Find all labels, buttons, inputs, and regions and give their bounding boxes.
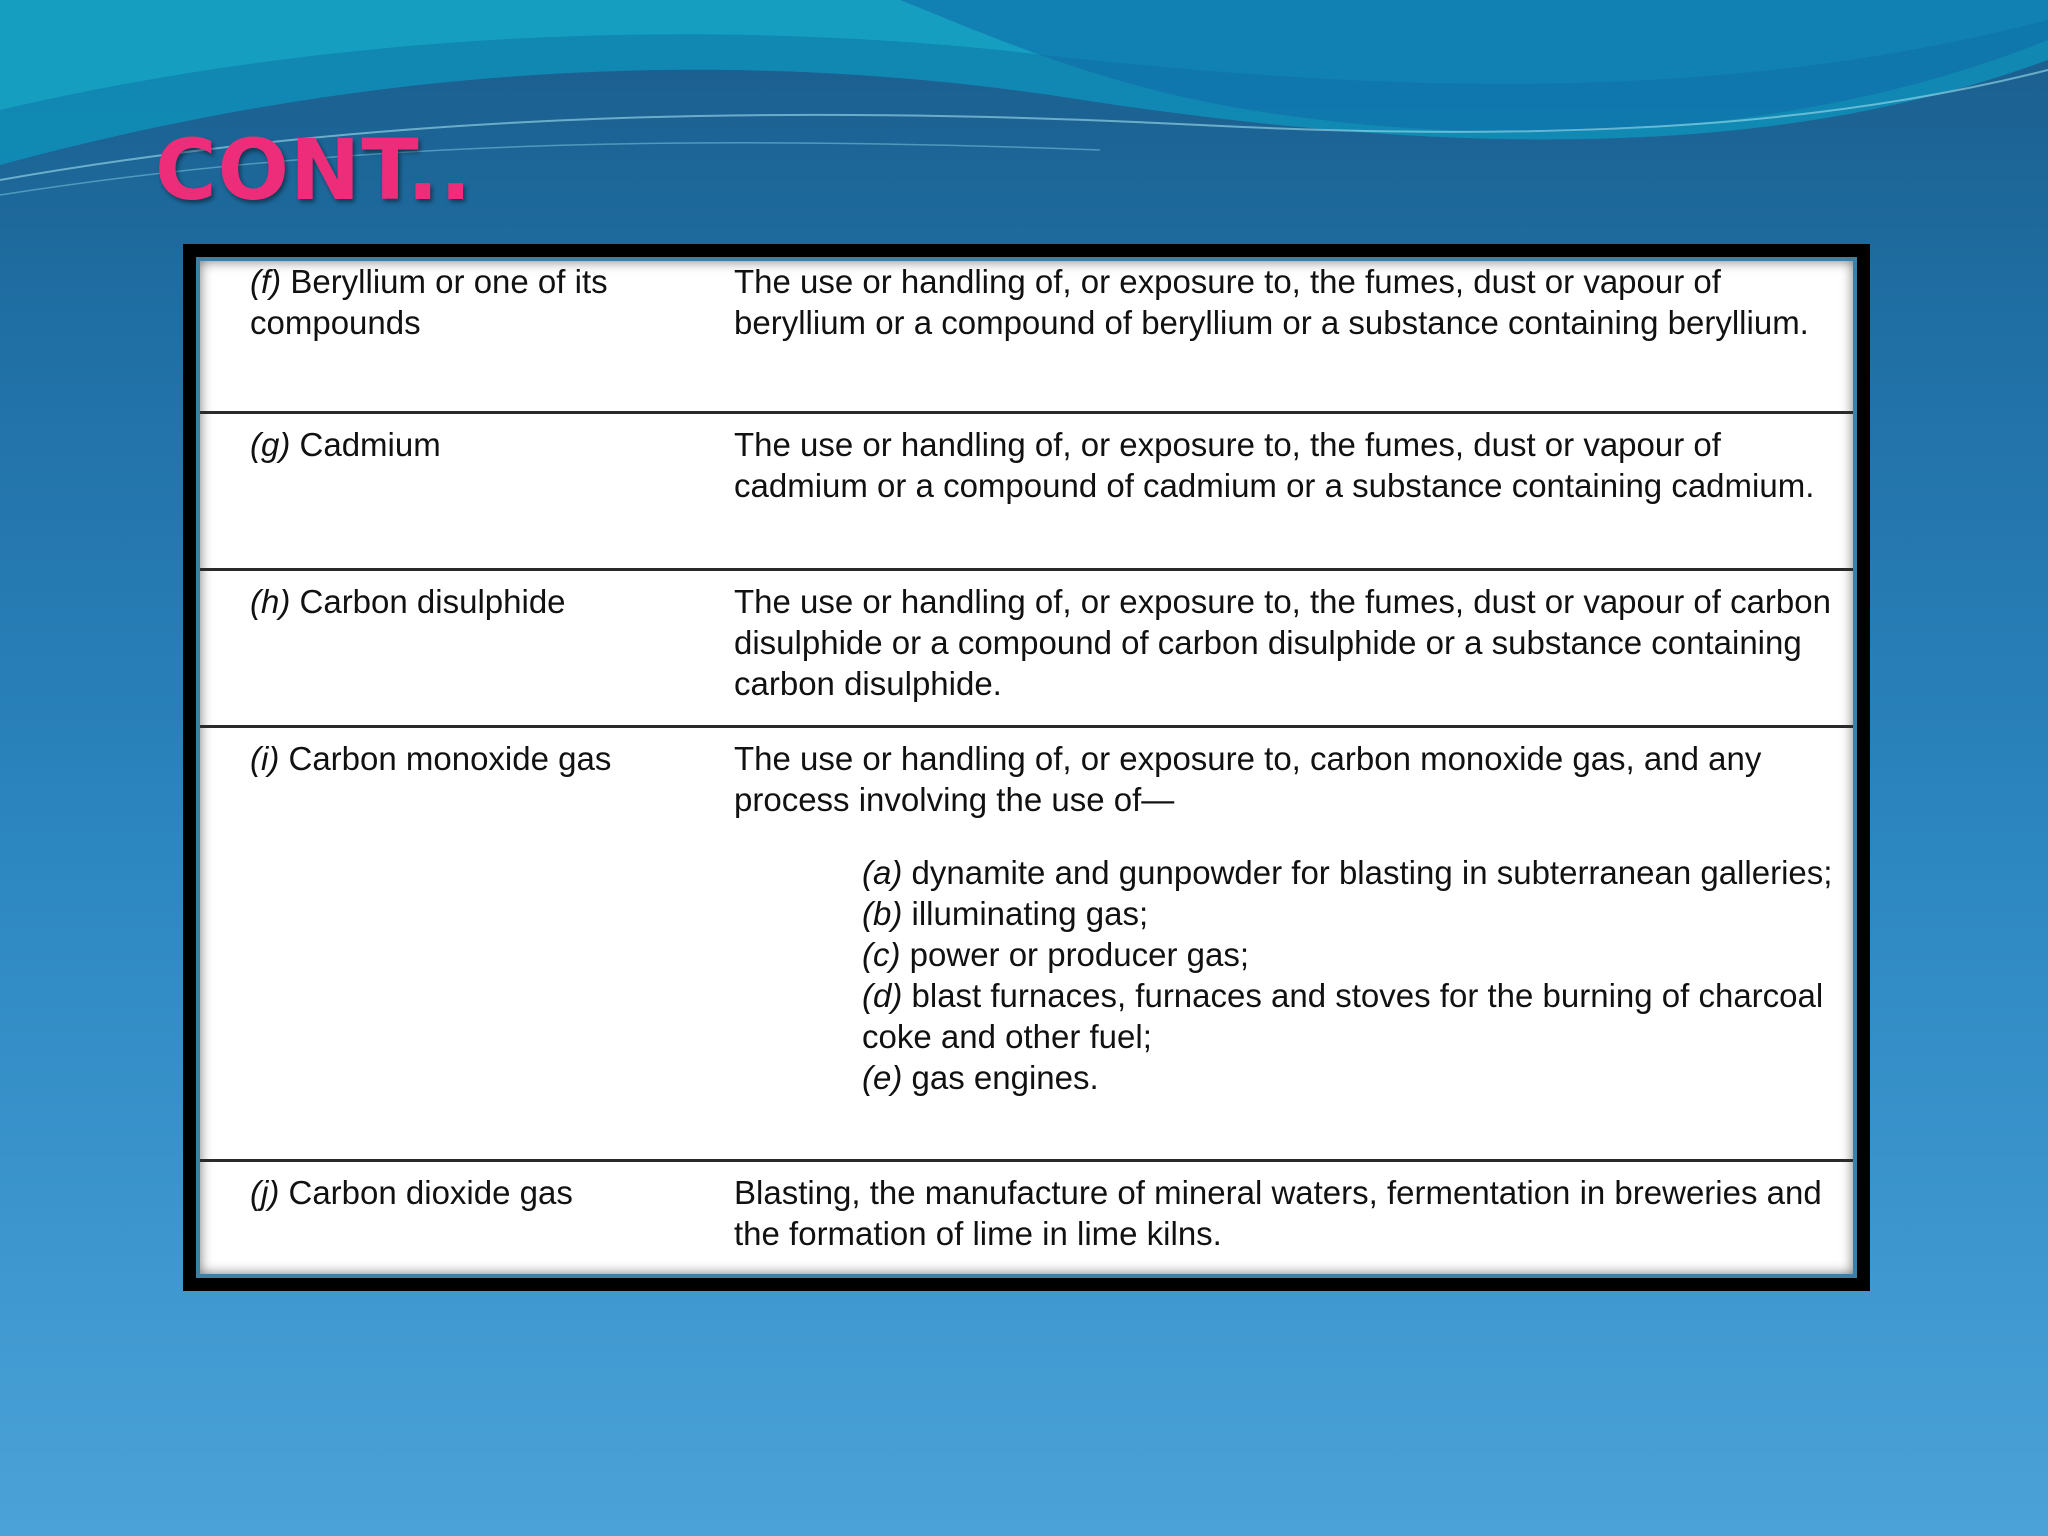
agent-cell [200,261,734,413]
sub-item-letter: (c) [862,936,901,973]
agent-name: Cadmium [290,426,441,463]
slide-title: CONT.. [155,121,473,219]
agent-name: Carbon dioxide gas [279,1174,573,1211]
occupation-cell [734,413,1853,570]
sub-item-letter: (a) [862,854,903,891]
table-row [200,1161,1853,1265]
occupation-text: The use or handling of, or exposure to, the fumes, dust or vapour of carbon disulphide or a compound of carbon disulphide or a substance containing carbon disulphide. [734,583,1831,702]
occupation-cell [734,570,1853,727]
item-letter: (j) [250,1174,280,1211]
occupation-cell [734,261,1853,413]
hazards-table [200,261,1853,1264]
sub-item-text: blast furnaces, furnaces and stoves for the burning of charcoal coke and other fuel; [862,977,1824,1055]
table-frame [183,244,1870,1291]
list-item [862,852,1833,893]
item-letter: (f) [250,263,282,300]
table-row [200,413,1853,570]
process-sub-list [862,852,1833,1098]
occupation-text: Blasting, the manufacture of mineral waters, fermentation in breweries and the formation of lime in lime kilns. [734,1174,1822,1252]
sub-item-letter: (e) [862,1059,903,1096]
table-row [200,727,1853,1161]
agent-cell [200,570,734,727]
list-item [862,975,1833,1057]
occupation-text: The use or handling of, or exposure to, the fumes, dust or vapour of beryllium or a compound of beryllium or a substance containing beryllium. [734,263,1809,341]
sub-item-text: illuminating gas; [902,895,1149,932]
occupation-cell [734,1161,1853,1265]
sub-item-letter: (d) [862,977,903,1014]
occupation-text: The use or handling of, or exposure to, carbon monoxide gas, and any process involving the use of— [734,740,1762,818]
occupation-text: The use or handling of, or exposure to, the fumes, dust or vapour of cadmium or a compound of cadmium or a substance containing cadmium. [734,426,1815,504]
sub-item-text: power or producer gas; [900,936,1249,973]
agent-cell [200,727,734,1161]
list-item [862,893,1833,934]
table-container [196,257,1857,1278]
item-letter: (h) [250,583,291,620]
agent-name: Beryllium or one of its compounds [250,263,608,341]
agent-name: Carbon monoxide gas [279,740,612,777]
sub-item-text: gas engines. [902,1059,1099,1096]
list-item [862,934,1833,975]
table-row [200,261,1853,413]
agent-cell [200,413,734,570]
sub-item-text: dynamite and gunpowder for blasting in subterranean galleries; [902,854,1833,891]
agent-name: Carbon disulphide [290,583,566,620]
agent-cell [200,1161,734,1265]
item-letter: (g) [250,426,291,463]
sub-item-letter: (b) [862,895,903,932]
occupation-cell [734,727,1853,1161]
item-letter: (i) [250,740,280,777]
table-row [200,570,1853,727]
list-item [862,1057,1833,1098]
